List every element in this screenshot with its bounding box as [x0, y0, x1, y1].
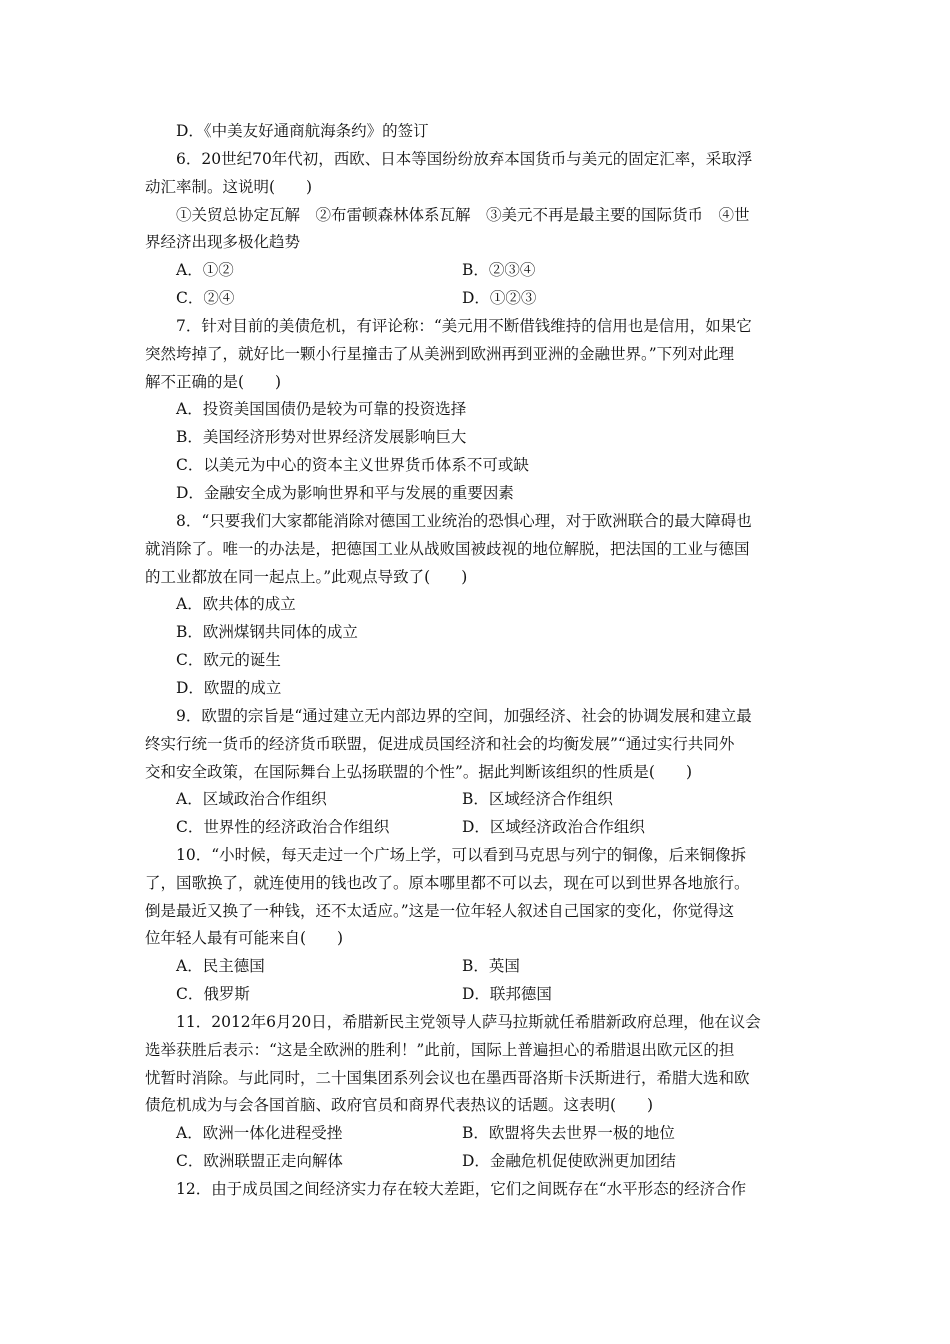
question-9 [145, 703, 810, 842]
option-b: B．欧洲煤钢共同体的成立 [176, 623, 358, 642]
question-stem: 的工业都放在同一起点上。”此观点导致了( ) [145, 567, 468, 586]
option-c: C．欧元的诞生 [176, 650, 281, 669]
option-c: C．俄罗斯 [176, 984, 250, 1003]
question-10 [145, 842, 810, 1009]
question-stem: 就消除了。唯一的办法是，把德国工业从战败国被歧视的地位解脱，把法国的工业与德国 [145, 539, 750, 558]
option-d: D．联邦德国 [462, 984, 552, 1003]
question-stem: 倒是最近又换了一种钱，还不太适应。”这是一位年轻人叙述自己国家的变化，你觉得这 [145, 901, 735, 920]
option-b: B．欧盟将失去世界一极的地位 [462, 1124, 675, 1143]
question-12 [145, 1176, 810, 1204]
question-stem: 8．“只要我们大家都能消除对德国工业统治的恐惧心理，对于欧洲联合的最大障碍也 [176, 512, 752, 530]
option-b: B．②③④ [462, 261, 536, 280]
question-stem: 位年轻人最有可能来自( ) [145, 929, 344, 948]
question-6 [145, 146, 810, 313]
option-d: D．《中美友好通商航海条约》的签订 [176, 122, 429, 140]
options-row [145, 981, 810, 1009]
statement-list: 界经济出现多极化趋势 [145, 233, 301, 252]
question-stem: 11．2012年6月20日，希腊新民主党领导人萨马拉斯就任希腊新政府总理，他在议会 [176, 1013, 761, 1031]
option-d: D．区域经济政治合作组织 [462, 818, 645, 837]
option-a: A．①② [176, 261, 234, 280]
option-a: A．民主德国 [176, 957, 265, 976]
option-d: D．金融危机促使欧洲更加团结 [462, 1151, 676, 1170]
question-stem: 债危机成为与会各国首脑、政府官员和商界代表热议的话题。这表明( ) [145, 1096, 654, 1115]
options-row [145, 786, 810, 814]
question-stem: 突然垮掉了，就好比一颗小行星撞击了从美洲到欧洲再到亚洲的金融世界。”下列对此理 [145, 344, 735, 363]
question-stem: 交和安全政策，在国际舞台上弘扬联盟的个性”。据此判断该组织的性质是( ) [145, 762, 693, 781]
option-b: B．美国经济形势对世界经济发展影响巨大 [176, 428, 467, 447]
option-a: A．欧共体的成立 [176, 595, 296, 614]
option-d: D．①②③ [462, 288, 537, 307]
options-row [145, 1148, 810, 1176]
question-stem: 12．由于成员国之间经济实力存在较大差距，它们之间既存在“水平形态的经济合作 [176, 1180, 747, 1198]
question-stem: 选举获胜后表示：“这是全欧洲的胜利！”此前，国际上普遍担心的希腊退出欧元区的担 [145, 1040, 735, 1059]
question-stem: 动汇率制。这说明( ) [145, 177, 313, 196]
question-8 [145, 508, 810, 703]
question-block [145, 118, 810, 146]
option-d: D．欧盟的成立 [176, 678, 282, 697]
question-stem: 7．针对目前的美债危机，有评论称：“美元用不断借钱维持的信用也是信用，如果它 [176, 317, 752, 335]
option-a: A．区域政治合作组织 [176, 790, 327, 809]
option-a: A．欧洲一体化进程受挫 [176, 1124, 343, 1143]
option-c: C．欧洲联盟正走向解体 [176, 1151, 343, 1170]
question-stem: 解不正确的是( ) [145, 372, 282, 391]
option-a: A．投资美国国债仍是较为可靠的投资选择 [176, 400, 467, 419]
option-d: D．金融安全成为影响世界和平与发展的重要因素 [176, 483, 514, 502]
question-11 [145, 1009, 810, 1176]
options-row [145, 285, 810, 313]
option-c: C．世界性的经济政治合作组织 [176, 818, 390, 837]
option-c: C．②④ [176, 288, 235, 307]
options-row [145, 257, 810, 285]
option-b: B．区域经济合作组织 [462, 790, 613, 809]
question-stem: 忧暂时消除。与此同时，二十国集团系列会议也在墨西哥洛斯卡沃斯进行，希腊大选和欧 [145, 1068, 750, 1087]
question-stem: 了，国歌换了，就连使用的钱也改了。原本哪里都不可以去，现在可以到世界各地旅行。 [145, 873, 750, 892]
options-row [145, 1120, 810, 1148]
option-c: C．以美元为中心的资本主义世界货币体系不可或缺 [176, 455, 529, 474]
options-row [145, 814, 810, 842]
option-b: B．英国 [462, 957, 520, 976]
question-stem: 9．欧盟的宗旨是“通过建立无内部边界的空间，加强经济、社会的协调发展和建立最 [176, 707, 752, 725]
options-row [145, 953, 810, 981]
question-stem: 6．20世纪70年代初，西欧、日本等国纷纷放弃本国货币与美元的固定汇率，采取浮 [176, 150, 753, 168]
statement-list: ①关贸总协定瓦解 ②布雷顿森林体系瓦解 ③美元不再是最主要的国际货币 ④世 [176, 205, 750, 224]
question-stem: 10．“小时候，每天走过一个广场上学，可以看到马克思与列宁的铜像，后来铜像拆 [176, 846, 747, 864]
question-7 [145, 313, 810, 508]
question-stem: 终实行统一货币的经济货币联盟，促进成员国经济和社会的均衡发展”“通过实行共同外 [145, 734, 735, 753]
